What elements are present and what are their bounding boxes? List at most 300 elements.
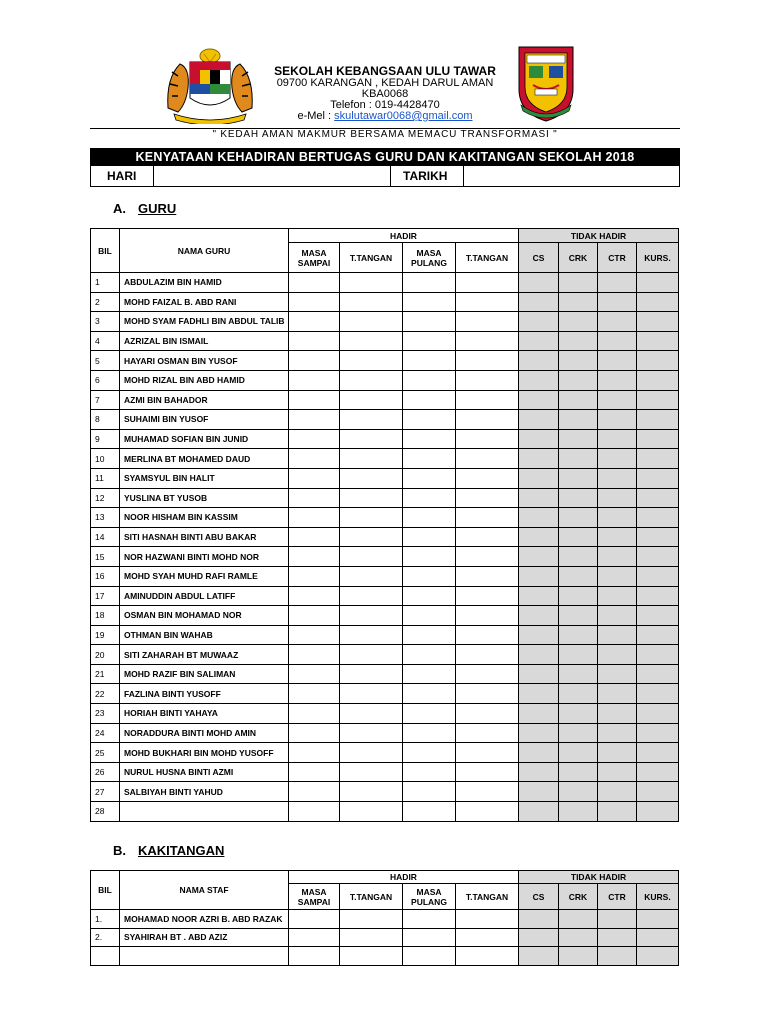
section-a-title: GURU <box>138 201 177 216</box>
cell-ctr[interactable] <box>598 410 637 430</box>
cell-ttangan-2[interactable] <box>456 743 519 763</box>
cell-ttangan-1[interactable] <box>340 664 403 684</box>
row-name: HAYARI OSMAN BIN YUSOF <box>120 351 289 371</box>
cell-masa-pulang[interactable] <box>403 390 456 410</box>
cell-ttangan-1[interactable] <box>340 410 403 430</box>
cell-kurs[interactable] <box>637 331 679 351</box>
cell-masa-sampai[interactable] <box>289 782 340 802</box>
cell-masa-sampai[interactable] <box>289 586 340 606</box>
cell-cs[interactable] <box>519 625 559 645</box>
cell-ttangan-2[interactable] <box>456 586 519 606</box>
cell-masa-sampai[interactable] <box>289 292 340 312</box>
cell-kurs[interactable] <box>637 370 679 390</box>
cell-ttangan-2[interactable] <box>456 910 519 929</box>
cell-kurs[interactable] <box>637 910 679 929</box>
row-name: SYAMSYUL BIN HALIT <box>120 468 289 488</box>
cell-cs[interactable] <box>519 273 559 293</box>
cell-masa-pulang[interactable] <box>403 928 456 947</box>
row-bil: 2 <box>91 292 120 312</box>
cell-ttangan-2[interactable] <box>456 762 519 782</box>
cell-crk[interactable] <box>559 802 598 822</box>
cell-kurs[interactable] <box>637 947 679 966</box>
row-bil: 13 <box>91 508 120 528</box>
cell-cs[interactable] <box>519 390 559 410</box>
cell-masa-pulang[interactable] <box>403 312 456 332</box>
cell-ttangan-1[interactable] <box>340 782 403 802</box>
cell-crk[interactable] <box>559 928 598 947</box>
cell-cs[interactable] <box>519 312 559 332</box>
cell-ttangan-2[interactable] <box>456 947 519 966</box>
col-nama-guru: NAMA GURU <box>120 229 289 273</box>
table-row <box>91 566 679 586</box>
cell-ctr[interactable] <box>598 370 637 390</box>
cell-crk[interactable] <box>559 664 598 684</box>
row-bil: 20 <box>91 645 120 665</box>
cell-ctr[interactable] <box>598 508 637 528</box>
section-b-heading <box>113 843 224 858</box>
cell-ttangan-2[interactable] <box>456 723 519 743</box>
cell-ctr[interactable] <box>598 586 637 606</box>
cell-ttangan-2[interactable] <box>456 625 519 645</box>
cell-crk[interactable] <box>559 370 598 390</box>
cell-cs[interactable] <box>519 586 559 606</box>
col-bil: BIL <box>91 871 120 910</box>
cell-ctr[interactable] <box>598 449 637 469</box>
cell-ttangan-2[interactable] <box>456 292 519 312</box>
cell-kurs[interactable] <box>637 743 679 763</box>
cell-masa-sampai[interactable] <box>289 390 340 410</box>
row-name: MOHD RIZAL BIN ABD HAMID <box>120 370 289 390</box>
cell-crk[interactable] <box>559 547 598 567</box>
cell-cs[interactable] <box>519 664 559 684</box>
cell-cs[interactable] <box>519 468 559 488</box>
cell-ttangan-1[interactable] <box>340 273 403 293</box>
cell-kurs[interactable] <box>637 292 679 312</box>
cell-cs[interactable] <box>519 762 559 782</box>
col-ttangan-2: T.TANGAN <box>456 243 519 273</box>
cell-crk[interactable] <box>559 410 598 430</box>
cell-masa-pulang[interactable] <box>403 351 456 371</box>
cell-masa-sampai[interactable] <box>289 947 340 966</box>
cell-cs[interactable] <box>519 704 559 724</box>
cell-ctr[interactable] <box>598 488 637 508</box>
cell-masa-sampai[interactable] <box>289 527 340 547</box>
row-name: SITI ZAHARAH BT MUWAAZ <box>120 645 289 665</box>
cell-masa-sampai[interactable] <box>289 802 340 822</box>
cell-ttangan-2[interactable] <box>456 664 519 684</box>
cell-masa-pulang[interactable] <box>403 508 456 528</box>
cell-masa-sampai[interactable] <box>289 625 340 645</box>
cell-ttangan-1[interactable] <box>340 508 403 528</box>
cell-ttangan-1[interactable] <box>340 606 403 626</box>
cell-ttangan-2[interactable] <box>456 527 519 547</box>
cell-ttangan-2[interactable] <box>456 449 519 469</box>
cell-ttangan-2[interactable] <box>456 370 519 390</box>
cell-cs[interactable] <box>519 351 559 371</box>
cell-masa-sampai[interactable] <box>289 410 340 430</box>
cell-ttangan-1[interactable] <box>340 645 403 665</box>
cell-cs[interactable] <box>519 410 559 430</box>
cell-masa-sampai[interactable] <box>289 331 340 351</box>
cell-ctr[interactable] <box>598 928 637 947</box>
cell-cs[interactable] <box>519 370 559 390</box>
teacher-attendance-table <box>90 228 679 822</box>
cell-crk[interactable] <box>559 351 598 371</box>
cell-ttangan-1[interactable] <box>340 625 403 645</box>
cell-masa-pulang[interactable] <box>403 566 456 586</box>
cell-kurs[interactable] <box>637 527 679 547</box>
cell-ctr[interactable] <box>598 947 637 966</box>
cell-masa-sampai[interactable] <box>289 928 340 947</box>
cell-cs[interactable] <box>519 449 559 469</box>
cell-ttangan-1[interactable] <box>340 802 403 822</box>
cell-crk[interactable] <box>559 312 598 332</box>
table-row <box>91 488 679 508</box>
cell-ttangan-1[interactable] <box>340 684 403 704</box>
cell-ctr[interactable] <box>598 527 637 547</box>
cell-ttangan-2[interactable] <box>456 273 519 293</box>
cell-kurs[interactable] <box>637 782 679 802</box>
cell-kurs[interactable] <box>637 449 679 469</box>
cell-masa-pulang[interactable] <box>403 527 456 547</box>
cell-cs[interactable] <box>519 606 559 626</box>
cell-ttangan-2[interactable] <box>456 645 519 665</box>
cell-masa-sampai[interactable] <box>289 312 340 332</box>
cell-masa-pulang[interactable] <box>403 625 456 645</box>
cell-ttangan-1[interactable] <box>340 351 403 371</box>
cell-crk[interactable] <box>559 684 598 704</box>
cell-ctr[interactable] <box>598 743 637 763</box>
table-row <box>91 928 679 947</box>
cell-ttangan-1[interactable] <box>340 910 403 929</box>
cell-ttangan-1[interactable] <box>340 566 403 586</box>
cell-cs[interactable] <box>519 723 559 743</box>
cell-masa-pulang[interactable] <box>403 273 456 293</box>
cell-kurs[interactable] <box>637 645 679 665</box>
cell-masa-pulang[interactable] <box>403 947 456 966</box>
email-link[interactable]: skulutawar0068@gmail.com <box>334 110 473 122</box>
cell-ctr[interactable] <box>598 684 637 704</box>
cell-masa-pulang[interactable] <box>403 468 456 488</box>
cell-masa-sampai[interactable] <box>289 743 340 763</box>
cell-ttangan-1[interactable] <box>340 468 403 488</box>
cell-masa-sampai[interactable] <box>289 547 340 567</box>
cell-kurs[interactable] <box>637 625 679 645</box>
cell-ttangan-1[interactable] <box>340 586 403 606</box>
cell-masa-sampai[interactable] <box>289 429 340 449</box>
staff-rows <box>91 910 679 966</box>
cell-crk[interactable] <box>559 762 598 782</box>
cell-cs[interactable] <box>519 488 559 508</box>
cell-ttangan-2[interactable] <box>456 312 519 332</box>
cell-masa-pulang[interactable] <box>403 370 456 390</box>
row-bil: 1 <box>91 273 120 293</box>
cell-cs[interactable] <box>519 947 559 966</box>
cell-kurs[interactable] <box>637 273 679 293</box>
cell-crk[interactable] <box>559 704 598 724</box>
cell-ttangan-2[interactable] <box>456 606 519 626</box>
cell-ctr[interactable] <box>598 704 637 724</box>
table-row <box>91 762 679 782</box>
table-row <box>91 429 679 449</box>
cell-ctr[interactable] <box>598 762 637 782</box>
cell-kurs[interactable] <box>637 684 679 704</box>
cell-cs[interactable] <box>519 527 559 547</box>
cell-masa-sampai[interactable] <box>289 351 340 371</box>
cell-ttangan-1[interactable] <box>340 704 403 724</box>
cell-ttangan-2[interactable] <box>456 488 519 508</box>
cell-crk[interactable] <box>559 449 598 469</box>
cell-masa-pulang[interactable] <box>403 645 456 665</box>
cell-ctr[interactable] <box>598 312 637 332</box>
row-bil: 21 <box>91 664 120 684</box>
cell-kurs[interactable] <box>637 606 679 626</box>
cell-ttangan-1[interactable] <box>340 370 403 390</box>
cell-masa-sampai[interactable] <box>289 762 340 782</box>
cell-kurs[interactable] <box>637 928 679 947</box>
cell-masa-sampai[interactable] <box>289 664 340 684</box>
cell-crk[interactable] <box>559 625 598 645</box>
cell-masa-pulang[interactable] <box>403 910 456 929</box>
cell-masa-pulang[interactable] <box>403 762 456 782</box>
table-row <box>91 312 679 332</box>
table-row <box>91 684 679 704</box>
cell-ttangan-2[interactable] <box>456 331 519 351</box>
cell-ttangan-2[interactable] <box>456 547 519 567</box>
row-name: NURUL HUSNA BINTI AZMI <box>120 762 289 782</box>
cell-kurs[interactable] <box>637 566 679 586</box>
cell-crk[interactable] <box>559 566 598 586</box>
cell-crk[interactable] <box>559 331 598 351</box>
tarikh-field[interactable] <box>463 166 680 186</box>
table-row <box>91 410 679 430</box>
cell-masa-sampai[interactable] <box>289 273 340 293</box>
cell-kurs[interactable] <box>637 704 679 724</box>
cell-kurs[interactable] <box>637 429 679 449</box>
row-bil: 2. <box>91 928 120 947</box>
cell-crk[interactable] <box>559 527 598 547</box>
cell-masa-pulang[interactable] <box>403 292 456 312</box>
cell-masa-sampai[interactable] <box>289 508 340 528</box>
cell-cs[interactable] <box>519 429 559 449</box>
cell-crk[interactable] <box>559 606 598 626</box>
cell-crk[interactable] <box>559 488 598 508</box>
cell-ttangan-2[interactable] <box>456 704 519 724</box>
cell-ctr[interactable] <box>598 802 637 822</box>
cell-masa-pulang[interactable] <box>403 684 456 704</box>
cell-crk[interactable] <box>559 508 598 528</box>
cell-masa-sampai[interactable] <box>289 606 340 626</box>
row-name: MOHD SYAM FADHLI BIN ABDUL TALIB <box>120 312 289 332</box>
cell-kurs[interactable] <box>637 351 679 371</box>
cell-ttangan-2[interactable] <box>456 566 519 586</box>
col-ttangan-1: T.TANGAN <box>340 243 403 273</box>
cell-ttangan-2[interactable] <box>456 410 519 430</box>
section-b-title: KAKITANGAN <box>138 843 225 858</box>
cell-crk[interactable] <box>559 910 598 929</box>
row-bil: 24 <box>91 723 120 743</box>
row-bil: 19 <box>91 625 120 645</box>
cell-kurs[interactable] <box>637 723 679 743</box>
cell-masa-pulang[interactable] <box>403 547 456 567</box>
cell-ctr[interactable] <box>598 429 637 449</box>
email-label: e-Mel : <box>297 110 332 122</box>
cell-ctr[interactable] <box>598 606 637 626</box>
table-row <box>91 947 679 966</box>
cell-ctr[interactable] <box>598 331 637 351</box>
col-crk: CRK <box>559 243 598 273</box>
tarikh-label: TARIKH <box>403 169 448 183</box>
cell-ctr[interactable] <box>598 468 637 488</box>
cell-ctr[interactable] <box>598 566 637 586</box>
cell-crk[interactable] <box>559 390 598 410</box>
cell-cs[interactable] <box>519 802 559 822</box>
cell-ctr[interactable] <box>598 723 637 743</box>
cell-masa-pulang[interactable] <box>403 723 456 743</box>
col-kurs: KURS. <box>637 243 679 273</box>
cell-kurs[interactable] <box>637 508 679 528</box>
cell-ctr[interactable] <box>598 292 637 312</box>
cell-kurs[interactable] <box>637 312 679 332</box>
cell-ttangan-1[interactable] <box>340 390 403 410</box>
cell-ttangan-2[interactable] <box>456 468 519 488</box>
cell-ttangan-1[interactable] <box>340 743 403 763</box>
col-nama-staf: NAMA STAF <box>120 871 289 910</box>
cell-masa-sampai[interactable] <box>289 723 340 743</box>
cell-ttangan-2[interactable] <box>456 782 519 802</box>
cell-ttangan-1[interactable] <box>340 449 403 469</box>
cell-cs[interactable] <box>519 508 559 528</box>
cell-masa-pulang[interactable] <box>403 743 456 763</box>
cell-cs[interactable] <box>519 743 559 763</box>
cell-crk[interactable] <box>559 429 598 449</box>
cell-ttangan-1[interactable] <box>340 292 403 312</box>
cell-kurs[interactable] <box>637 664 679 684</box>
cell-masa-sampai[interactable] <box>289 910 340 929</box>
row-name: AMINUDDIN ABDUL LATIFF <box>120 586 289 606</box>
table-row <box>91 704 679 724</box>
cell-cs[interactable] <box>519 331 559 351</box>
cell-cs[interactable] <box>519 645 559 665</box>
cell-ctr[interactable] <box>598 547 637 567</box>
cell-masa-pulang[interactable] <box>403 802 456 822</box>
cell-crk[interactable] <box>559 292 598 312</box>
cell-cs[interactable] <box>519 684 559 704</box>
cell-masa-pulang[interactable] <box>403 704 456 724</box>
cell-ctr[interactable] <box>598 390 637 410</box>
cell-masa-pulang[interactable] <box>403 410 456 430</box>
cell-masa-pulang[interactable] <box>403 331 456 351</box>
cell-ttangan-2[interactable] <box>456 684 519 704</box>
cell-kurs[interactable] <box>637 802 679 822</box>
cell-ttangan-1[interactable] <box>340 488 403 508</box>
cell-ttangan-2[interactable] <box>456 351 519 371</box>
cell-cs[interactable] <box>519 928 559 947</box>
cell-ctr[interactable] <box>598 782 637 802</box>
cell-masa-pulang[interactable] <box>403 782 456 802</box>
cell-masa-sampai[interactable] <box>289 645 340 665</box>
hari-field[interactable] <box>153 166 391 186</box>
cell-masa-pulang[interactable] <box>403 488 456 508</box>
cell-kurs[interactable] <box>637 586 679 606</box>
cell-ttangan-2[interactable] <box>456 928 519 947</box>
cell-kurs[interactable] <box>637 468 679 488</box>
cell-cs[interactable] <box>519 910 559 929</box>
cell-masa-sampai[interactable] <box>289 488 340 508</box>
cell-ttangan-2[interactable] <box>456 802 519 822</box>
cell-masa-pulang[interactable] <box>403 664 456 684</box>
masa-pulang-line2: PULANG <box>411 257 447 268</box>
cell-ctr[interactable] <box>598 273 637 293</box>
cell-cs[interactable] <box>519 292 559 312</box>
cell-ctr[interactable] <box>598 664 637 684</box>
cell-masa-pulang[interactable] <box>403 586 456 606</box>
cell-masa-sampai[interactable] <box>289 449 340 469</box>
cell-kurs[interactable] <box>637 488 679 508</box>
cell-cs[interactable] <box>519 547 559 567</box>
cell-ttangan-1[interactable] <box>340 547 403 567</box>
cell-crk[interactable] <box>559 468 598 488</box>
cell-masa-sampai[interactable] <box>289 370 340 390</box>
cell-ttangan-1[interactable] <box>340 331 403 351</box>
row-name: MERLINA BT MOHAMED DAUD <box>120 449 289 469</box>
cell-kurs[interactable] <box>637 390 679 410</box>
row-bil: 8 <box>91 410 120 430</box>
masa-pulang-line1: MASA <box>416 886 442 897</box>
cell-masa-sampai[interactable] <box>289 684 340 704</box>
cell-ttangan-1[interactable] <box>340 723 403 743</box>
cell-ttangan-2[interactable] <box>456 508 519 528</box>
cell-ttangan-1[interactable] <box>340 312 403 332</box>
cell-kurs[interactable] <box>637 547 679 567</box>
cell-crk[interactable] <box>559 782 598 802</box>
teacher-rows <box>91 273 679 822</box>
cell-ttangan-1[interactable] <box>340 762 403 782</box>
masa-pulang-line1: MASA <box>416 247 442 258</box>
cell-ctr[interactable] <box>598 625 637 645</box>
cell-kurs[interactable] <box>637 762 679 782</box>
cell-ttangan-2[interactable] <box>456 429 519 449</box>
cell-crk[interactable] <box>559 645 598 665</box>
cell-ttangan-1[interactable] <box>340 928 403 947</box>
cell-masa-pulang[interactable] <box>403 449 456 469</box>
cell-ctr[interactable] <box>598 910 637 929</box>
cell-crk[interactable] <box>559 273 598 293</box>
cell-masa-sampai[interactable] <box>289 468 340 488</box>
table-row <box>91 723 679 743</box>
table-row <box>91 743 679 763</box>
cell-crk[interactable] <box>559 723 598 743</box>
cell-masa-sampai[interactable] <box>289 704 340 724</box>
cell-masa-pulang[interactable] <box>403 606 456 626</box>
cell-ttangan-1[interactable] <box>340 527 403 547</box>
cell-masa-pulang[interactable] <box>403 429 456 449</box>
cell-ctr[interactable] <box>598 645 637 665</box>
cell-ctr[interactable] <box>598 351 637 371</box>
cell-ttangan-1[interactable] <box>340 429 403 449</box>
table-row <box>91 586 679 606</box>
cell-crk[interactable] <box>559 947 598 966</box>
cell-cs[interactable] <box>519 782 559 802</box>
cell-cs[interactable] <box>519 566 559 586</box>
cell-kurs[interactable] <box>637 410 679 430</box>
cell-ttangan-2[interactable] <box>456 390 519 410</box>
cell-crk[interactable] <box>559 743 598 763</box>
cell-crk[interactable] <box>559 586 598 606</box>
cell-ttangan-1[interactable] <box>340 947 403 966</box>
row-name: OSMAN BIN MOHAMAD NOR <box>120 606 289 626</box>
cell-masa-sampai[interactable] <box>289 566 340 586</box>
